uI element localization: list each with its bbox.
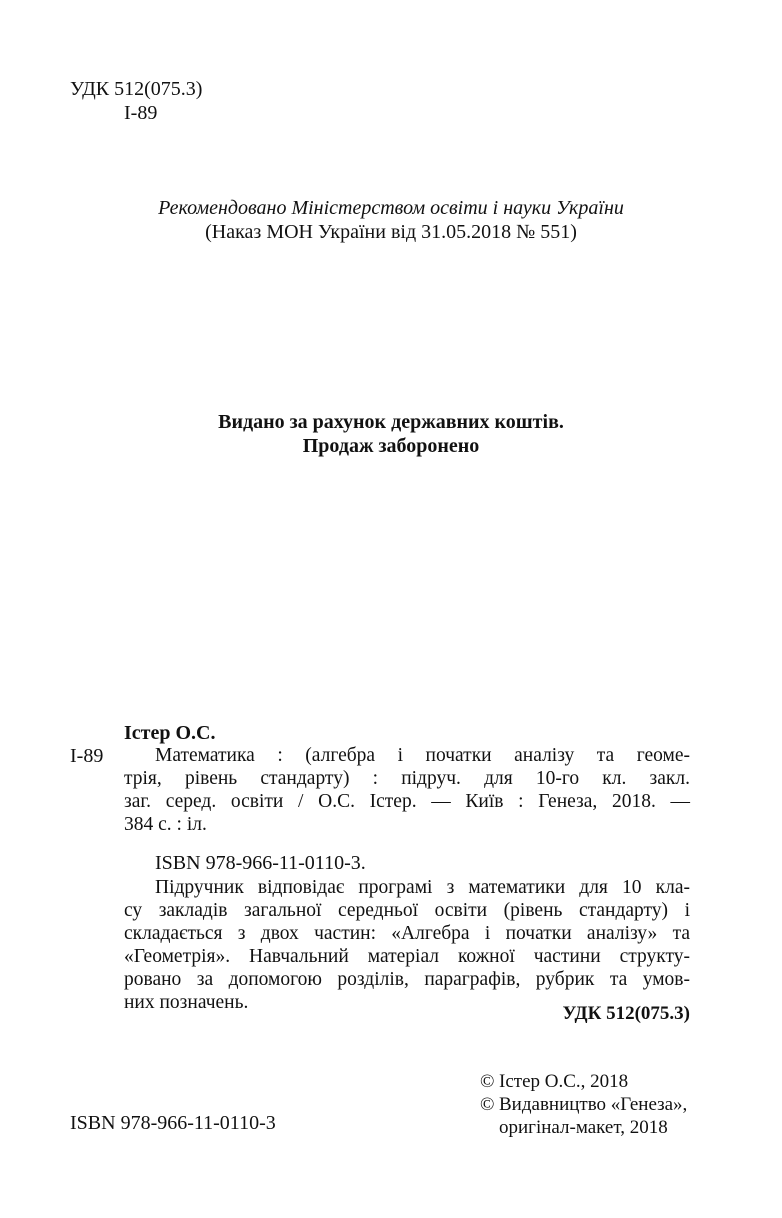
udk-code: УДК 512(075.3): [70, 78, 203, 100]
annotation-line: су закладів загальної середньої освіти (рівень стандарту) і: [124, 900, 690, 921]
author-index: І-89: [124, 102, 158, 124]
annotation-line: складається з двох частин: «Алгебра і початки аналізу» та: [124, 923, 690, 944]
funding-notice: [0, 410, 782, 458]
copyright-publisher-line: [480, 1093, 687, 1116]
ministry-recommendation: [0, 196, 782, 244]
catalog-udk: УДК 512(075.3): [562, 1003, 690, 1024]
catalog-author: Істер О.С.: [124, 722, 216, 744]
catalog-description-line: заг. серед. освіти / О.С. Істер. — Київ : Генеза, 2018. —: [124, 791, 690, 812]
catalog-description-line: 384 с. : іл.: [124, 814, 207, 835]
copyright-publisher: Видавництво «Генеза»,: [499, 1094, 688, 1115]
catalog-description-line: трія, рівень стандарту) : підруч. для 10-го кл. закл.: [124, 768, 690, 789]
annotation-line: Підручник відповідає програмі з математики для 10 кла-: [155, 877, 690, 898]
recommendation-line: Рекомендовано Міністерством освіти і науки України: [158, 197, 624, 219]
annotation-line: ровано за допомогою розділів, параграфів, рубрик та умов-: [124, 969, 690, 990]
catalog-description-line: Математика : (алгебра і початки аналізу та геоме-: [155, 745, 690, 766]
annotation-line: них позначень.: [124, 992, 249, 1013]
copyright-layout: оригінал-макет, 2018: [499, 1117, 668, 1138]
annotation-line: «Геометрія». Навчальний матеріал кожної частини структу-: [124, 946, 690, 967]
funding-line: Видано за рахунок державних коштів.: [218, 411, 564, 433]
copyright-author: Істер О.С., 2018: [499, 1071, 629, 1092]
catalog-index: І-89: [70, 745, 104, 767]
copyright-symbol: ©: [480, 1071, 495, 1092]
copyright-author-line: [480, 1070, 687, 1093]
isbn-footer: ISBN 978-966-11-0110-3: [70, 1112, 276, 1134]
catalog-isbn: ISBN 978-966-11-0110-3.: [155, 852, 366, 874]
copyright-block: [480, 1070, 687, 1139]
copyright-symbol: ©: [480, 1094, 495, 1115]
sale-prohibited-line: Продаж заборонено: [302, 435, 480, 457]
order-reference: (Наказ МОН України від 31.05.2018 № 551): [205, 221, 577, 243]
